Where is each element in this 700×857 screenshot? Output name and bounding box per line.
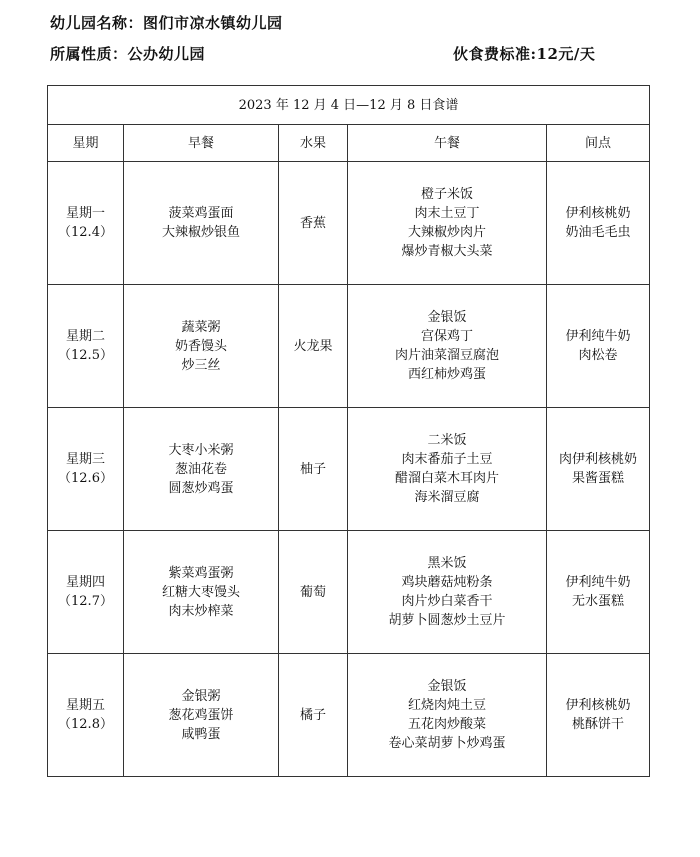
table-row [48,162,650,285]
weekday-cell: 星期三 （12.6） [48,408,124,531]
weekday-cell: 星期一 （12.4） [48,162,124,285]
lunch-cell: 橙子米饭 肉末土豆丁 大辣椒炒肉片 爆炒青椒大头菜 [348,162,547,285]
lunch-cell: 二米饭 肉末番茄子土豆 醋溜白菜木耳肉片 海米溜豆腐 [348,408,547,531]
fruit-cell: 橘子 [279,654,348,777]
breakfast-cell: 蔬菜粥 奶香馒头 炒三丝 [124,285,279,408]
column-header-snack: 间点 [547,125,650,162]
column-header-weekday: 星期 [48,125,124,162]
weekly-menu-table [47,85,650,777]
weekday-cell: 星期二 （12.5） [48,285,124,408]
snack-cell: 肉伊利核桃奶 果酱蛋糕 [547,408,650,531]
meal-fee-standard: 伙食费标准:12元/天 [453,45,596,63]
snack-cell: 伊利纯牛奶 肉松卷 [547,285,650,408]
snack-cell: 伊利核桃奶 桃酥饼干 [547,654,650,777]
snack-cell: 伊利核桃奶 奶油毛毛虫 [547,162,650,285]
fruit-cell: 葡萄 [279,531,348,654]
fruit-cell: 柚子 [279,408,348,531]
lunch-cell: 金银饭 红烧肉炖土豆 五花肉炒酸菜 卷心菜胡萝卜炒鸡蛋 [348,654,547,777]
table-row [48,531,650,654]
kindergarten-nature: 所属性质：公办幼儿园 [50,45,206,63]
breakfast-cell: 金银粥 葱花鸡蛋饼 咸鸭蛋 [124,654,279,777]
kindergarten-name: 幼儿园名称：图们市凉水镇幼儿园 [50,14,283,32]
fruit-cell: 香蕉 [279,162,348,285]
table-row [48,285,650,408]
weekday-cell: 星期四 （12.7） [48,531,124,654]
weekday-cell: 星期五 （12.8） [48,654,124,777]
column-header-lunch: 午餐 [348,125,547,162]
lunch-cell: 黑米饭 鸡块蘑菇炖粉条 肉片炒白菜香干 胡萝卜圆葱炒土豆片 [348,531,547,654]
breakfast-cell: 紫菜鸡蛋粥 红糖大枣馒头 肉末炒榨菜 [124,531,279,654]
breakfast-cell: 大枣小米粥 葱油花卷 圆葱炒鸡蛋 [124,408,279,531]
menu-title: 2023 年 12 月 4 日—12 月 8 日食谱 [48,86,650,125]
column-header-fruit: 水果 [279,125,348,162]
breakfast-cell: 菠菜鸡蛋面 大辣椒炒银鱼 [124,162,279,285]
lunch-cell: 金银饭 宫保鸡丁 肉片油菜溜豆腐泡 西红柿炒鸡蛋 [348,285,547,408]
fruit-cell: 火龙果 [279,285,348,408]
snack-cell: 伊利纯牛奶 无水蛋糕 [547,531,650,654]
column-header-breakfast: 早餐 [124,125,279,162]
table-row [48,408,650,531]
table-row [48,654,650,777]
